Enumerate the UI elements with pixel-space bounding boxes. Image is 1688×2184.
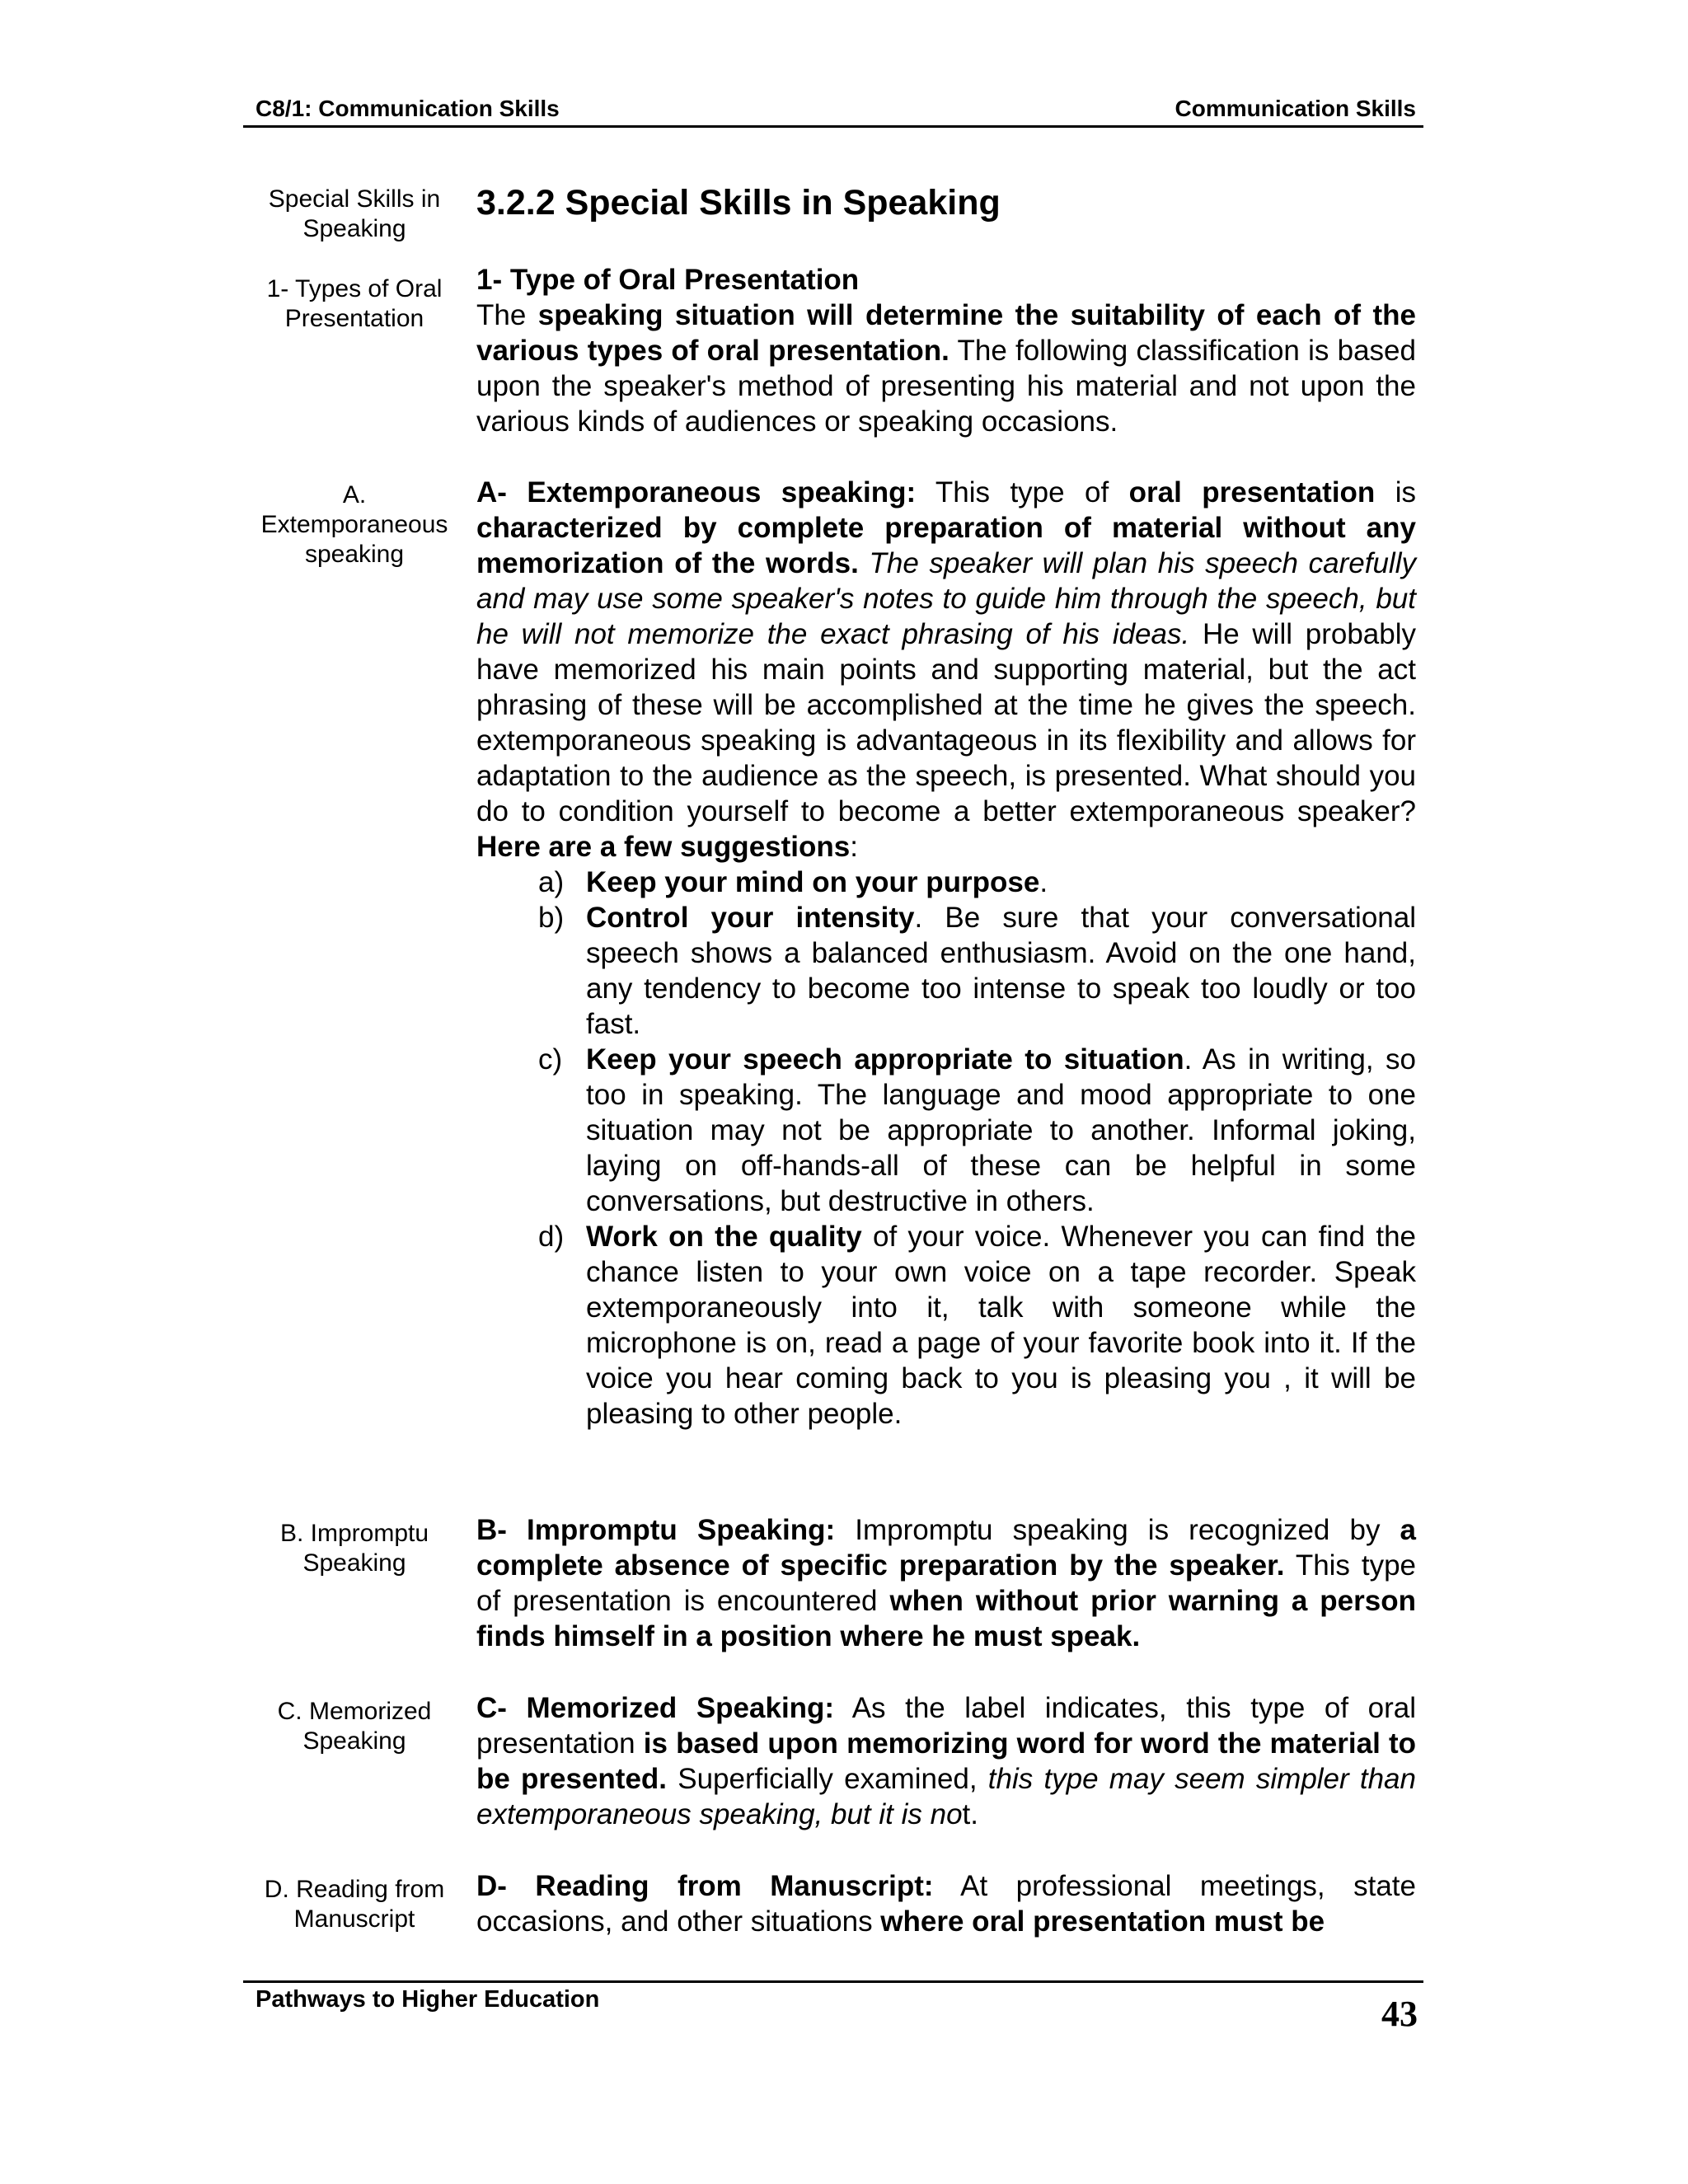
margin-note-extemporaneous: A. Extemporaneous speaking	[260, 481, 448, 568]
footer-title: Pathways to Higher Education	[256, 1986, 600, 2013]
list-item: b) Control your intensity. Be sure that your conversational speech shows a balanced enthusiasm. Avoid on the one hand, any tendency to become too intense to speak too loudly or too fast.	[538, 902, 1416, 1040]
footer-rule	[243, 1980, 1423, 1983]
memorized-section	[476, 1690, 1416, 1832]
impromptu-paragraph: B- Impromptu Speaking: Impromptu speaking is recognized by a complete absence of specific preparation by the speaker. This type of presentation is encountered when without prior warning a person finds himself in a position where he must speak.	[476, 1514, 1417, 1652]
margin-note-types-oral: 1- Types of Oral Presentation	[266, 275, 443, 332]
margin-note-reading: D. Reading from Manuscript	[264, 1876, 445, 1933]
margin-note-special-skills: Special Skills in Speaking	[268, 185, 441, 242]
suggestions-list	[476, 865, 1416, 1432]
list-item: c) Keep your speech appropriate to situation. As in writing, so too in speaking. The language and mood appropriate to one situation may not be appropriate to another. Informal joking, laying on off-hands-all of these can be helpful in some conversations, but destructive in others.	[538, 1043, 1416, 1217]
impromptu-section	[476, 1512, 1416, 1654]
list-item: d) Work on the quality of your voice. Whenever you can find the chance listen to your own voice on a tape recorder. Speak extemporaneously into it, talk with someone while the microphone is on, read a page of your favorite book into it. If the voice you hear coming back to you is pleasing you , it will be pleasing to other people.	[538, 1221, 1416, 1430]
memorized-paragraph: C- Memorized Speaking: As the label indicates, this type of oral presentation is based upon memorizing word for word the material to be presented. Superficially examined, this type may seem simpler than extemporaneous speaking, but it is not.	[476, 1692, 1416, 1830]
running-header-left: C8/1: Communication Skills	[256, 96, 560, 121]
page-number: 43	[1381, 1994, 1418, 2034]
list-item: a) Keep your mind on your purpose.	[538, 866, 1048, 898]
margin-note-impromptu: B. Impromptu Speaking	[279, 1520, 429, 1577]
margin-note-memorized: C. Memorized Speaking	[277, 1698, 432, 1755]
reading-section	[476, 1868, 1416, 1939]
types-paragraph: The speaking situation will determine the suitability of each of the various types of oral presentation. The following classification is based upon the speaker's method of presenting his material and not upon the various kinds of audiences or speaking occasions.	[476, 299, 1416, 438]
reading-paragraph: D- Reading from Manuscript: At professional meetings, state occasions, and other situations where oral presentation must be	[476, 1870, 1416, 1938]
extemporaneous-section	[476, 475, 1416, 1432]
types-subheading: 1- Type of Oral Presentation	[476, 264, 860, 296]
running-header-right: Communication Skills	[1175, 96, 1416, 121]
section-title: 3.2.2 Special Skills in Speaking	[476, 183, 1001, 223]
extemporaneous-paragraph: A- Extemporaneous speaking: This type of oral presentation is characterized by complete preparation of material without any memorization of the words. The speaker will plan his speech carefully and may use some speaker's notes to guide him through the speech, but he will not memorize the exact phrasing of his ideas. He will probably have memorized his main points and supporting material, but the act phrasing of these will be accomplished at the time he gives the speech. extemporaneous speaking is advantageous in its flexibility and allows for adaptation to the audience as the speech, is presented. What should you do to condition yourself to become a better extemporaneous speaker? Here are a few suggestions:	[476, 476, 1417, 863]
types-section	[476, 262, 1416, 439]
header-rule	[243, 125, 1423, 128]
